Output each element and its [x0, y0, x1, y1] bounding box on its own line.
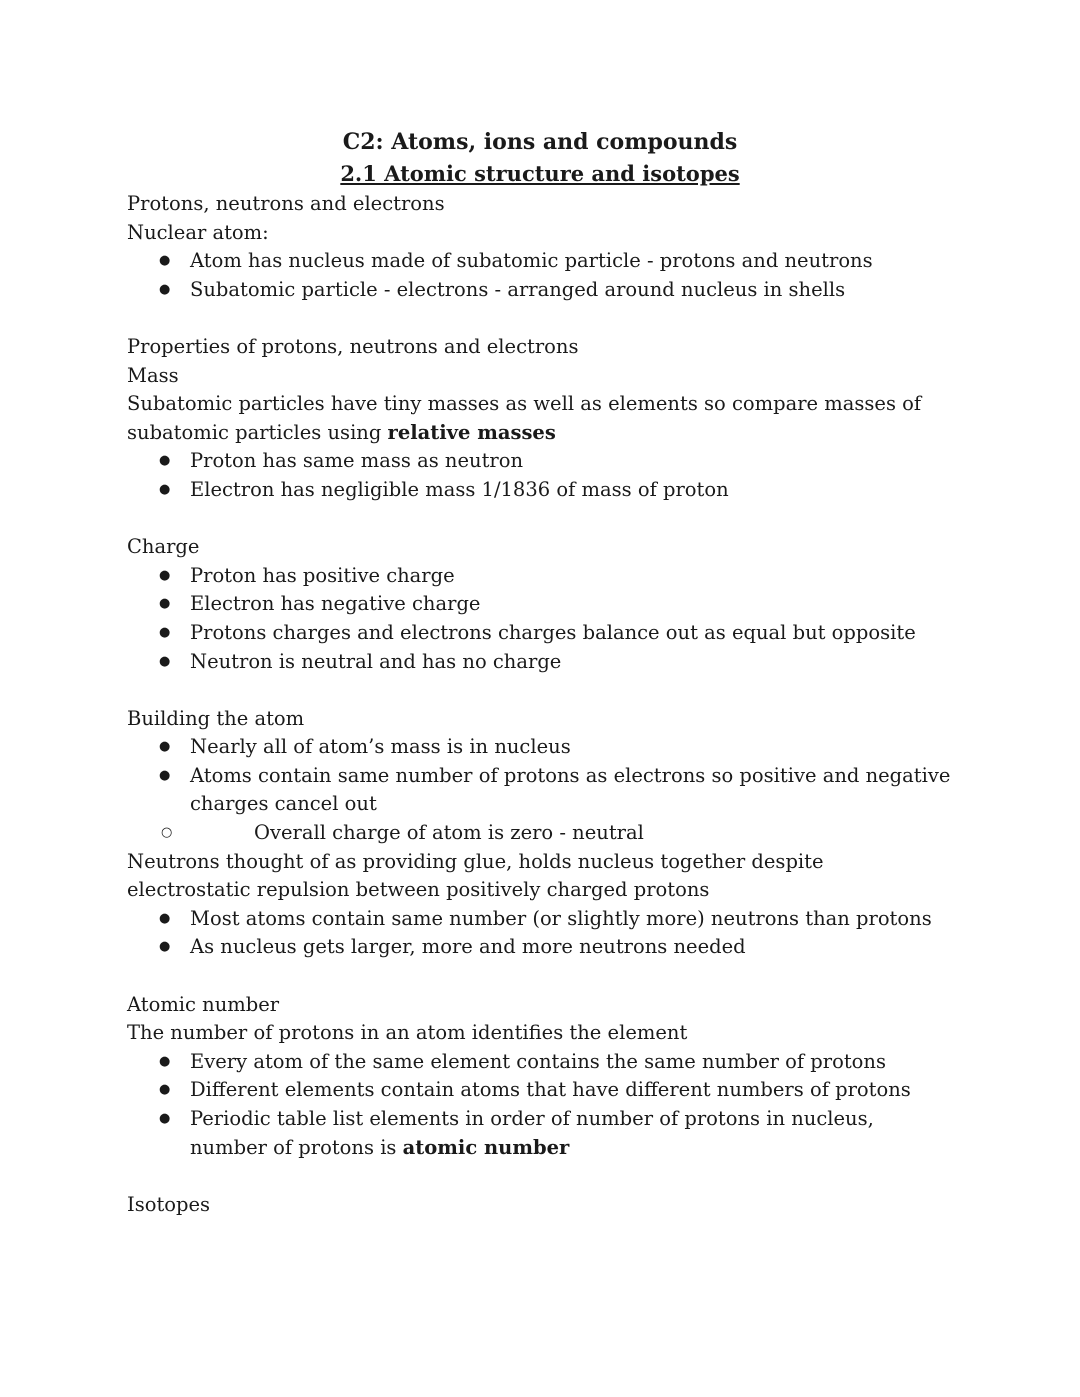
- paragraph-text: Subatomic particles have tiny masses as well as elements so compare masses of subatomic particles using: [127, 392, 922, 444]
- section-heading-building: Building the atom: [127, 706, 305, 730]
- list-item: ● Atom has nucleus made of subatomic particle - protons and neutrons: [127, 247, 953, 276]
- list-item: ● Subatomic particle - electrons - arranged around nucleus in shells: [127, 276, 953, 305]
- bold-term-relative-masses: relative masses: [387, 420, 556, 444]
- bullet-list-mass: [127, 447, 953, 504]
- page-title: C2: Atoms, ions and compounds: [342, 129, 738, 155]
- bullet-list-building: [127, 733, 953, 819]
- spacer: [127, 962, 953, 991]
- spacer: [127, 1162, 953, 1191]
- bullet-list-atomic-number: [127, 1048, 953, 1162]
- list-item: ● Neutron is neutral and has no charge: [127, 648, 953, 677]
- bullet-list-charge: [127, 562, 953, 676]
- list-item: [127, 1105, 953, 1162]
- list-item: ● Proton has positive charge: [127, 562, 953, 591]
- spacer: [127, 304, 953, 333]
- list-item: ● As nucleus gets larger, more and more neutrons needed: [127, 933, 953, 962]
- section-heading-isotopes: Isotopes: [127, 1192, 211, 1216]
- list-item: ● Nearly all of atom’s mass is in nucleus: [127, 733, 953, 762]
- list-item: ● Most atoms contain same number (or slightly more) neutrons than protons: [127, 905, 953, 934]
- subheading-nuclear-atom: Nuclear atom:: [127, 220, 269, 244]
- list-item-text: Periodic table list elements in order of number of protons in nucleus, number of protons is: [190, 1107, 874, 1159]
- list-item: ● Atoms contain same number of protons as electrons so positive and negative charges cancel out: [127, 762, 953, 819]
- bullet-list-neutrons: [127, 905, 953, 962]
- list-item: ● Protons charges and electrons charges balance out as equal but opposite: [127, 619, 953, 648]
- section-heading-charge: Charge: [127, 535, 200, 559]
- list-item: ● Proton has same mass as neutron: [127, 447, 953, 476]
- list-item: ● Electron has negligible mass 1/1836 of mass of proton: [127, 476, 953, 505]
- sub-bullet-list: [127, 819, 953, 848]
- spacer: [127, 505, 953, 534]
- paragraph-mass: [127, 390, 953, 447]
- document-page: [127, 126, 953, 1219]
- section-heading-properties: Properties of protons, neutrons and electrons: [127, 334, 579, 358]
- bullet-list-nuclear-atom: [127, 247, 953, 304]
- subheading-mass: Mass: [127, 363, 179, 387]
- bold-term-atomic-number: atomic number: [402, 1135, 570, 1159]
- list-item: ● Every atom of the same element contains the same number of protons: [127, 1048, 953, 1077]
- section-heading-protons: Protons, neutrons and electrons: [127, 192, 445, 215]
- list-item: ● Electron has negative charge: [127, 590, 953, 619]
- sub-list-item: ○ Overall charge of atom is zero - neutral: [127, 819, 953, 848]
- section-subtitle: 2.1 Atomic structure and isotopes: [340, 161, 740, 186]
- list-item: ● Different elements contain atoms that have different numbers of protons: [127, 1076, 953, 1105]
- section-heading-atomic-number: Atomic number: [127, 992, 280, 1016]
- paragraph-neutrons: Neutrons thought of as providing glue, holds nucleus together despite electrostatic repulsion between positively charged protons: [127, 849, 824, 902]
- spacer: [127, 676, 953, 705]
- paragraph-atomic-number: The number of protons in an atom identifies the element: [127, 1021, 688, 1045]
